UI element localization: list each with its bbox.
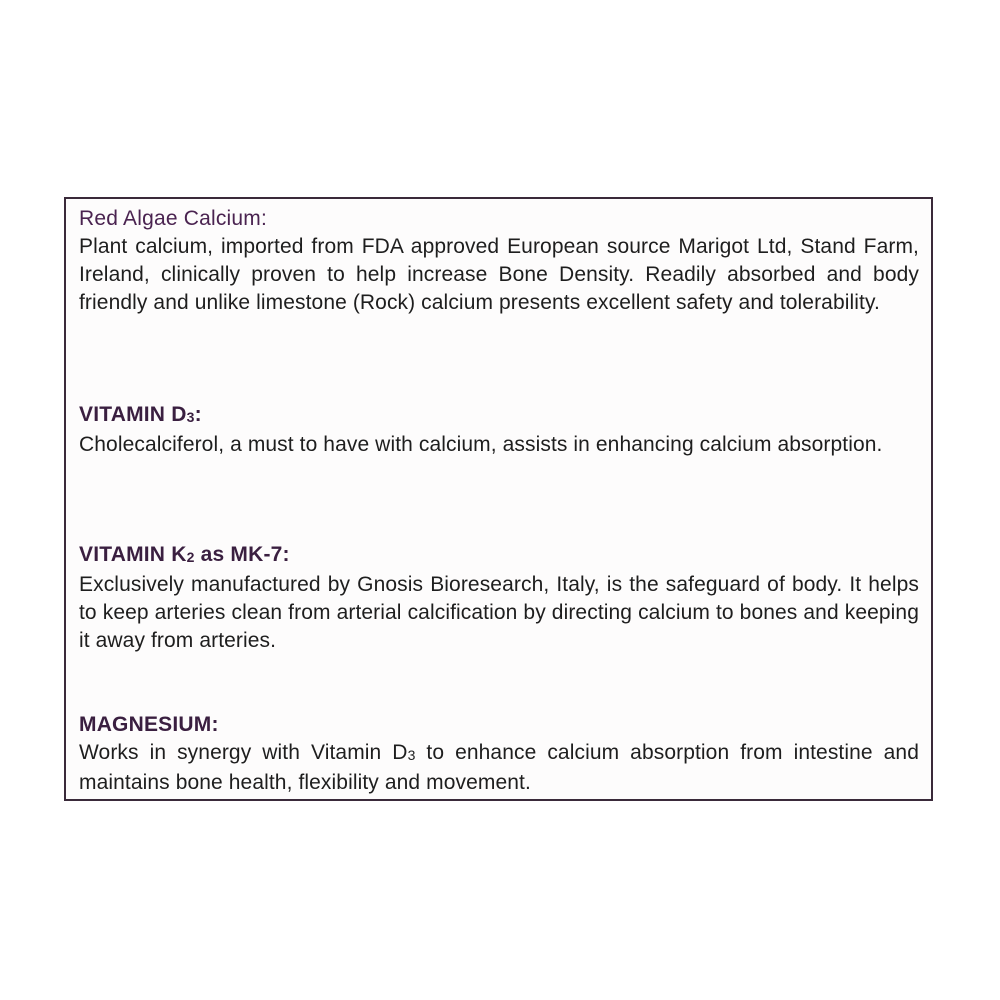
section-vitamin-d3 — [79, 401, 919, 459]
section-red-algae-calcium — [79, 205, 919, 317]
section-body — [79, 739, 919, 797]
heading-text: Red Algae Calcium — [79, 207, 261, 230]
heading-suffix: : — [194, 403, 202, 426]
section-magnesium — [79, 711, 919, 797]
section-heading — [79, 401, 919, 431]
heading-text: VITAMIN K — [79, 543, 187, 566]
section-body: Plant calcium, imported from FDA approved European source Marigot Ltd, Stand Farm, Ireland, clinically proven to help increase Bone Density. Readily absorbed and body friendly and unlike limestone (Rock) calcium presents excellent safety and tolerability. — [79, 235, 919, 314]
body-text: Works in synergy with Vitamin D — [79, 741, 408, 764]
heading-text: MAGNESIUM — [79, 713, 212, 736]
heading-suffix: : — [261, 207, 268, 230]
heading-suffix: as MK-7: — [194, 543, 290, 566]
heading-suffix: : — [211, 713, 219, 736]
section-body: Cholecalciferol, a must to have with calcium, assists in enhancing calcium absorption. — [79, 433, 883, 456]
section-heading — [79, 541, 919, 571]
body-subscript: 3 — [407, 747, 416, 763]
heading-subscript: 3 — [186, 409, 195, 425]
section-heading — [79, 205, 919, 233]
heading-subscript: 2 — [186, 549, 195, 565]
body-text: to enhance calcium absorption from intestine and maintains bone health, flexibility and movement. — [79, 741, 919, 794]
ingredient-info-panel — [64, 197, 933, 801]
section-body: Exclusively manufactured by Gnosis Bioresearch, Italy, is the safeguard of body. It helps to keep arteries clean from arterial calcification by directing calcium to bones and keeping it away from arteries. — [79, 573, 919, 652]
section-heading — [79, 711, 919, 739]
heading-text: VITAMIN D — [79, 403, 187, 426]
section-vitamin-k2 — [79, 541, 919, 655]
